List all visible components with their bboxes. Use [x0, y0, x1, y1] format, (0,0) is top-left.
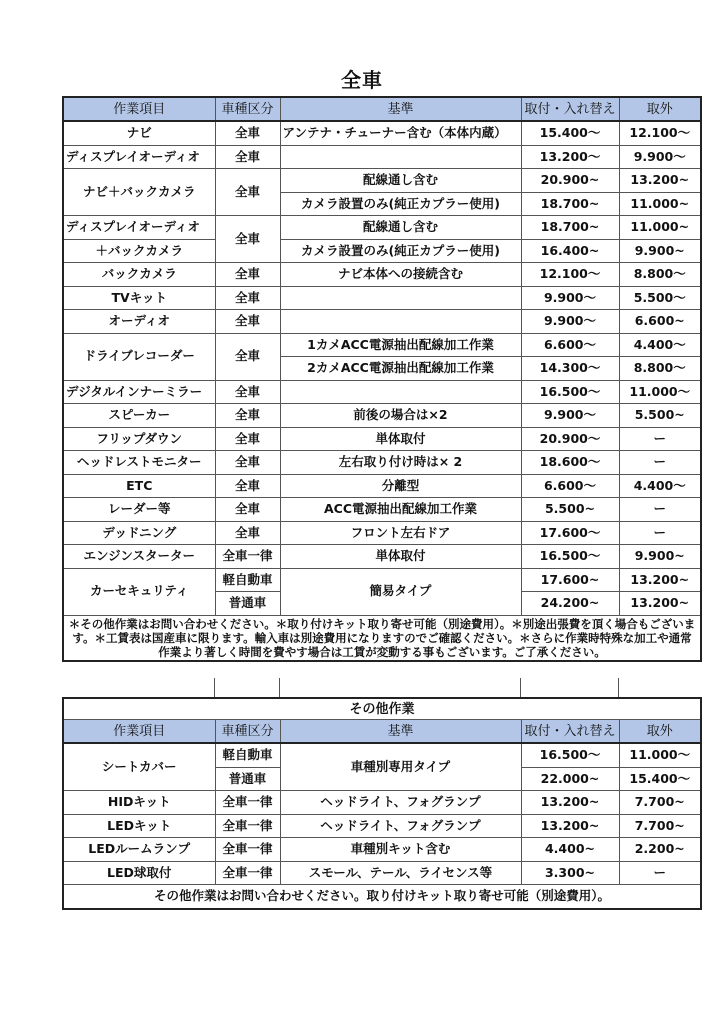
- remove-price-cell: 9.900~: [619, 239, 701, 263]
- type-cell: 全車: [215, 145, 280, 169]
- install-price-cell: 13.200〜: [521, 145, 619, 169]
- basis-cell: 車種別キット含む: [280, 838, 521, 862]
- remove-price-cell: 5.500〜: [619, 286, 701, 310]
- item-cell: ディスプレイオーディオ: [63, 145, 215, 169]
- install-price-cell: 24.200~: [521, 592, 619, 616]
- install-price-cell: 18.600〜: [521, 451, 619, 475]
- header-work-item: 作業項目: [63, 97, 215, 121]
- remove-price-cell: 13.200~: [619, 592, 701, 616]
- column-divider: [520, 678, 521, 697]
- install-price-cell: 20.900~: [521, 169, 619, 193]
- remove-price-cell: ー: [619, 861, 701, 885]
- basis-cell: カメラ設置のみ(純正カプラー使用): [280, 239, 521, 263]
- item-cell: エンジンスターター: [63, 545, 215, 569]
- item-cell: フリップダウン: [63, 427, 215, 451]
- header-vehicle-type: 車種区分: [215, 720, 280, 744]
- basis-cell: 車種別専用タイプ: [280, 743, 521, 791]
- type-cell: 全車: [215, 121, 280, 145]
- basis-cell: 配線通し含む: [280, 169, 521, 193]
- section-title-row: [63, 698, 701, 720]
- install-price-cell: 20.900〜: [521, 427, 619, 451]
- header-remove: 取外: [619, 97, 701, 121]
- remove-price-cell: 8.800〜: [619, 357, 701, 381]
- item-cell-line2: ＋バックカメラ: [63, 239, 215, 263]
- table-row: [63, 521, 701, 545]
- basis-cell: [280, 380, 521, 404]
- install-price-cell: 13.200~: [521, 791, 619, 815]
- type-cell: 全車一律: [215, 838, 280, 862]
- remove-price-cell: 11.000〜: [619, 380, 701, 404]
- remove-price-cell: 2.200~: [619, 838, 701, 862]
- header-remove: 取外: [619, 720, 701, 744]
- install-price-cell: 4.400~: [521, 838, 619, 862]
- basis-cell: [280, 286, 521, 310]
- item-cell: オーディオ: [63, 310, 215, 334]
- type-cell: 全車: [215, 216, 280, 263]
- basis-cell: フロント左右ドア: [280, 521, 521, 545]
- table-row: [63, 286, 701, 310]
- install-price-cell: 3.300~: [521, 861, 619, 885]
- header-install: 取付・入れ替え: [521, 720, 619, 744]
- basis-cell: 配線通し含む: [280, 216, 521, 240]
- header-vehicle-type: 車種区分: [215, 97, 280, 121]
- table-row: [63, 380, 701, 404]
- table-row: [63, 216, 701, 240]
- basis-cell: ナビ本体への接続含む: [280, 263, 521, 287]
- remove-price-cell: 11.000~: [619, 216, 701, 240]
- remove-price-cell: 7.700~: [619, 791, 701, 815]
- table-row: [63, 743, 701, 767]
- type-cell: 全車: [215, 427, 280, 451]
- remove-price-cell: 7.700~: [619, 814, 701, 838]
- install-price-cell: 6.600〜: [521, 333, 619, 357]
- item-cell: デジタルインナーミラー: [63, 380, 215, 404]
- item-cell: シートカバー: [63, 743, 215, 791]
- basis-cell: 単体取付: [280, 545, 521, 569]
- item-cell: レーダー等: [63, 498, 215, 522]
- remove-price-cell: 8.800〜: [619, 263, 701, 287]
- type-cell: 全車一律: [215, 545, 280, 569]
- item-cell: スピーカー: [63, 404, 215, 428]
- item-cell: ナビ: [63, 121, 215, 145]
- type-cell: 普通車: [215, 767, 280, 791]
- remove-price-cell: 13.200~: [619, 568, 701, 592]
- table-row: [63, 427, 701, 451]
- table-row: [63, 169, 701, 193]
- table-row: [63, 121, 701, 145]
- install-price-cell: 17.600〜: [521, 521, 619, 545]
- type-cell: 全車: [215, 333, 280, 380]
- basis-cell: 前後の場合は×2: [280, 404, 521, 428]
- remove-price-cell: 11.000~: [619, 192, 701, 216]
- install-price-cell: 15.400〜: [521, 121, 619, 145]
- item-cell: LEDキット: [63, 814, 215, 838]
- install-price-cell: 16.500〜: [521, 380, 619, 404]
- table-row: [63, 239, 701, 263]
- table-row: [63, 310, 701, 334]
- header-work-item: 作業項目: [63, 720, 215, 744]
- table-row: [63, 145, 701, 169]
- table-row: [63, 333, 701, 357]
- item-cell: TVキット: [63, 286, 215, 310]
- install-price-cell: 16.500〜: [521, 545, 619, 569]
- table-header-row: [63, 720, 701, 744]
- item-cell: ヘッドレストモニター: [63, 451, 215, 475]
- basis-cell: 分離型: [280, 474, 521, 498]
- type-cell: 全車: [215, 404, 280, 428]
- type-cell: 全車: [215, 169, 280, 216]
- type-cell: 普通車: [215, 592, 280, 616]
- header-basis: 基準: [280, 720, 521, 744]
- item-cell-line1: ディスプレイオーディオ: [63, 216, 215, 240]
- other-work-table: [62, 697, 702, 910]
- type-cell: 全車: [215, 263, 280, 287]
- basis-cell: アンテナ・チューナー含む（本体内蔵）: [280, 121, 521, 145]
- column-divider: [618, 678, 619, 697]
- remove-price-cell: 4.400〜: [619, 333, 701, 357]
- install-price-cell: 16.400~: [521, 239, 619, 263]
- remove-price-cell: 9.900~: [619, 545, 701, 569]
- item-cell: カーセキュリティ: [63, 568, 215, 615]
- footer-note: その他作業はお問い合わせください。取り付けキット取り寄せ可能（別途費用）。: [63, 885, 701, 909]
- install-price-cell: 17.600~: [521, 568, 619, 592]
- item-cell: LEDルームランプ: [63, 838, 215, 862]
- type-cell: 全車: [215, 451, 280, 475]
- footer-row: [63, 885, 701, 909]
- type-cell: 全車一律: [215, 861, 280, 885]
- item-cell: ETC: [63, 474, 215, 498]
- type-cell: 全車: [215, 380, 280, 404]
- basis-cell: 簡易タイプ: [280, 568, 521, 615]
- remove-price-cell: 4.400〜: [619, 474, 701, 498]
- basis-cell: カメラ設置のみ(純正カプラー使用): [280, 192, 521, 216]
- install-price-cell: 6.600〜: [521, 474, 619, 498]
- basis-cell: 2カメACC電源抽出配線加工作業: [280, 357, 521, 381]
- remove-price-cell: ー: [619, 427, 701, 451]
- item-cell: LED球取付: [63, 861, 215, 885]
- install-price-cell: 18.700~: [521, 192, 619, 216]
- type-cell: 軽自動車: [215, 743, 280, 767]
- remove-price-cell: 9.900〜: [619, 145, 701, 169]
- remove-price-cell: ー: [619, 451, 701, 475]
- table-row: [63, 861, 701, 885]
- remove-price-cell: 13.200~: [619, 169, 701, 193]
- item-cell: デッドニング: [63, 521, 215, 545]
- notes-row: [63, 615, 701, 661]
- install-price-cell: 9.900〜: [521, 286, 619, 310]
- install-price-cell: 13.200~: [521, 814, 619, 838]
- type-cell: 全車: [215, 521, 280, 545]
- table-header-row: [63, 97, 701, 121]
- table-row: [63, 814, 701, 838]
- page-title: 全車: [341, 68, 383, 92]
- item-cell: ドライブレコーダー: [63, 333, 215, 380]
- column-divider: [214, 678, 215, 697]
- type-cell: 全車一律: [215, 791, 280, 815]
- install-price-cell: 14.300〜: [521, 357, 619, 381]
- install-price-cell: 16.500〜: [521, 743, 619, 767]
- table-row: [63, 791, 701, 815]
- table-row: [63, 568, 701, 592]
- remove-price-cell: 5.500~: [619, 404, 701, 428]
- section-title: その他作業: [63, 698, 701, 720]
- notes-text: ＊その他作業はお問い合わせください。＊取り付けキット取り寄せ可能（別途費用）。＊別途出張費を頂く場合もございます。＊工賃表は国産車に限ります。輸入車は別途費用になりますのでご確認ください。＊さらに作業時特殊な加工や通常作業より著しく時間を費やす場合は工賃が変動する事もございます。ご了承ください。: [63, 615, 701, 661]
- install-price-cell: 9.900〜: [521, 310, 619, 334]
- table-row: [63, 474, 701, 498]
- type-cell: 全車: [215, 498, 280, 522]
- basis-cell: [280, 145, 521, 169]
- type-cell: 軽自動車: [215, 568, 280, 592]
- basis-cell: 1カメACC電源抽出配線加工作業: [280, 333, 521, 357]
- remove-price-cell: ー: [619, 521, 701, 545]
- remove-price-cell: 11.000〜: [619, 743, 701, 767]
- basis-cell: ヘッドライト、フォグランプ: [280, 814, 521, 838]
- table-row: [63, 498, 701, 522]
- table-row: [63, 451, 701, 475]
- table-row: [63, 263, 701, 287]
- remove-price-cell: 6.600~: [619, 310, 701, 334]
- table-row: [63, 545, 701, 569]
- remove-price-cell: ー: [619, 498, 701, 522]
- table-row: [63, 838, 701, 862]
- basis-cell: [280, 310, 521, 334]
- table-row: [63, 404, 701, 428]
- basis-cell: ヘッドライト、フォグランプ: [280, 791, 521, 815]
- item-cell: HIDキット: [63, 791, 215, 815]
- basis-cell: スモール、テール、ライセンス等: [280, 861, 521, 885]
- install-price-cell: 18.700~: [521, 216, 619, 240]
- install-price-cell: 12.100〜: [521, 263, 619, 287]
- item-cell: バックカメラ: [63, 263, 215, 287]
- install-price-cell: 9.900〜: [521, 404, 619, 428]
- type-cell: 全車: [215, 310, 280, 334]
- basis-cell: ACC電源抽出配線加工作業: [280, 498, 521, 522]
- header-basis: 基準: [280, 97, 521, 121]
- install-price-cell: 22.000~: [521, 767, 619, 791]
- main-price-table: [62, 96, 702, 662]
- type-cell: 全車一律: [215, 814, 280, 838]
- install-price-cell: 5.500~: [521, 498, 619, 522]
- remove-price-cell: 15.400〜: [619, 767, 701, 791]
- type-cell: 全車: [215, 474, 280, 498]
- basis-cell: 単体取付: [280, 427, 521, 451]
- item-cell: ナビ＋バックカメラ: [63, 169, 215, 216]
- column-divider: [279, 678, 280, 697]
- spacer-row: [62, 678, 700, 697]
- basis-cell: 左右取り付け時は× 2: [280, 451, 521, 475]
- type-cell: 全車: [215, 286, 280, 310]
- header-install: 取付・入れ替え: [521, 97, 619, 121]
- remove-price-cell: 12.100〜: [619, 121, 701, 145]
